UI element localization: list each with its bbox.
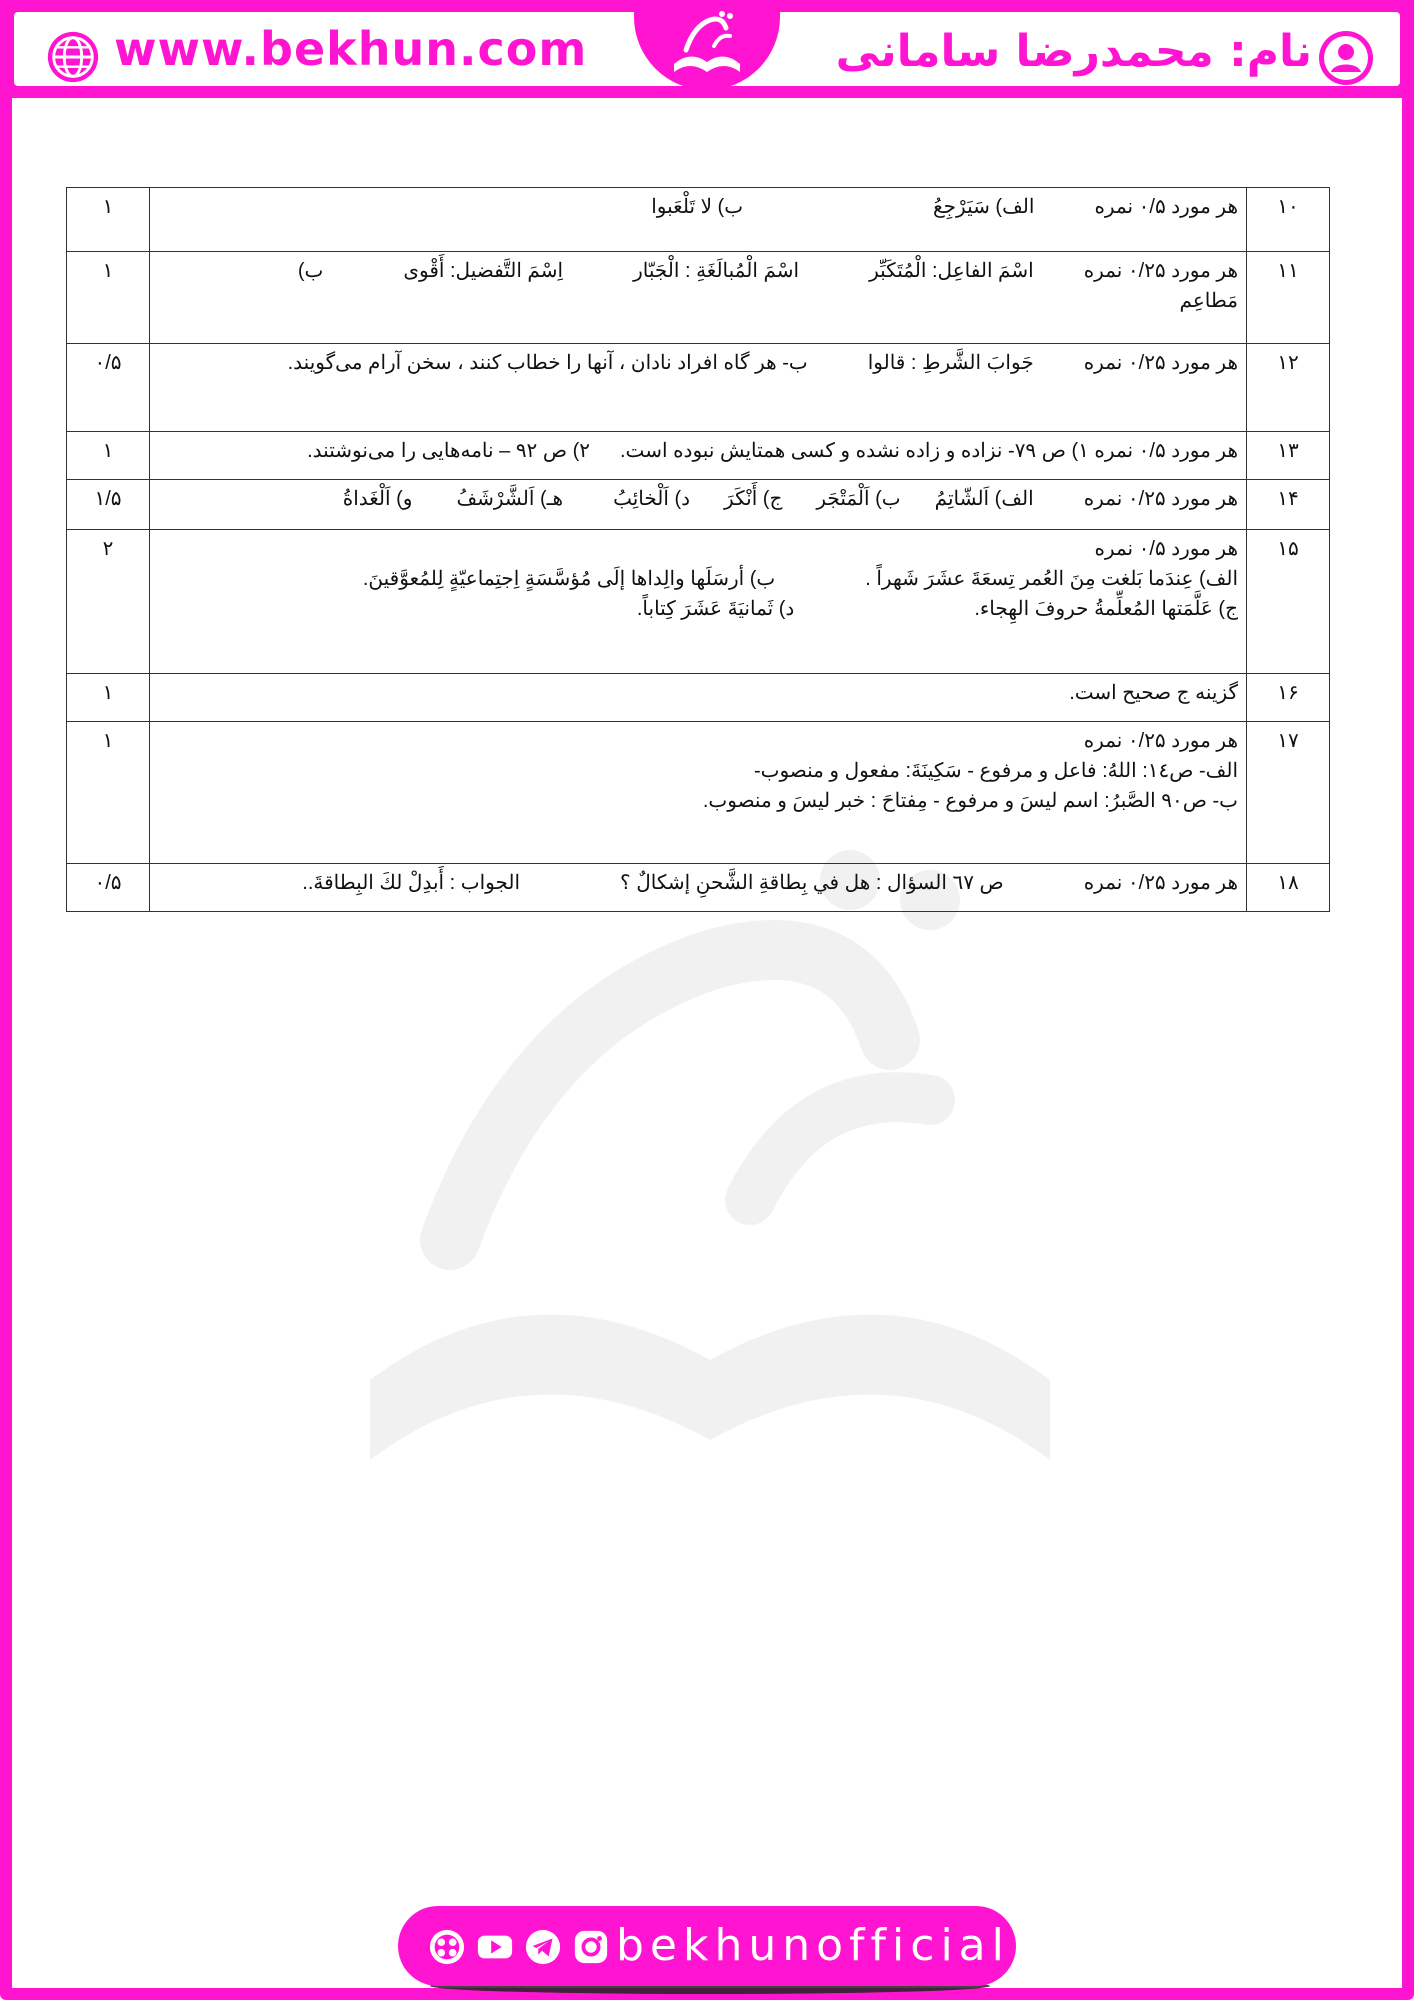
answer-segment: و) اَلْغَداةُ (342, 488, 413, 510)
answer-text (150, 344, 1247, 432)
score-cell: ۱ (67, 252, 150, 344)
answer-segment: ب- هر گاه افراد نادان ، آنها را خطاب کنند ، سخن آرام می‌گویند. (287, 352, 808, 374)
telegram-icon[interactable] (524, 1928, 562, 1966)
answer-line (158, 726, 1238, 756)
answer-line (158, 786, 1238, 816)
answer-segment: ب) أرسَلَها والِداها إلَى مُؤسَّسَةٍ اِجتِماعيّةٍ لِلمُعوَّقينَ. (362, 568, 776, 590)
instagram-icon[interactable] (572, 1928, 610, 1966)
answer-segment: ب) (297, 260, 324, 282)
answer-segment: هر مورد ۰/۵ نمره (1094, 538, 1238, 560)
user-avatar-icon (1316, 28, 1376, 88)
brand-logo-icon (664, 6, 750, 84)
answer-row (67, 722, 1330, 864)
brand-watermark (330, 820, 1090, 1600)
answer-segment: الف- ص۱٤: اللهُ: فاعل و مرفوع - سَكِينَةَ: مفعول و منصوب- (753, 760, 1238, 782)
answer-segment: د) اَلْخائِبُ (613, 488, 691, 510)
answer-text (150, 864, 1247, 912)
answer-text (150, 252, 1247, 344)
question-number: ۱۳ (1247, 432, 1330, 480)
question-number: ۱۵ (1247, 530, 1330, 674)
answer-text (150, 674, 1247, 722)
answer-segment: اسْمَ الْمُبالَغَةِ : الْجَبّار (633, 260, 800, 282)
score-cell: ۰/۵ (67, 344, 150, 432)
site-url[interactable]: www.bekhun.com (114, 22, 588, 76)
answer-row (67, 864, 1330, 912)
answer-segment: الف) سَيَرْجِعُ (933, 196, 1035, 218)
score-cell: ۱ (67, 188, 150, 252)
score-cell: ۱ (67, 674, 150, 722)
answer-segment: هر مورد ۰/۲۵ نمره (1083, 260, 1238, 282)
answer-segment: جَوابَ الشَّرطِ : قالوا (867, 352, 1034, 374)
aparat-icon[interactable] (428, 1928, 466, 1966)
answer-segment: ۲) ص ۹۲ – نامه‌هایی را می‌نوشتند. (307, 440, 590, 462)
answer-line (158, 484, 1238, 514)
answer-row (67, 480, 1330, 530)
answer-segment: الف) اَلشّاتِمُ (934, 488, 1034, 510)
question-number: ۱۸ (1247, 864, 1330, 912)
answer-segment: الف) عِندَما بَلغت مِنَ العُمر تِسعَةَ عشَرَ شَهراً . (865, 568, 1238, 590)
answer-segment: الجواب : أَبدِلْ لكَ البِطاقةَ.. (302, 872, 521, 894)
header-bar (0, 0, 1414, 98)
answer-segment: هـ) اَلشَّرْشَفُ (456, 488, 564, 510)
question-number: ۱۴ (1247, 480, 1330, 530)
answer-row (67, 530, 1330, 674)
answer-segment: اسْمَ الفاعِل: الْمُتَكَبِّر (869, 260, 1034, 282)
answer-line (158, 436, 1238, 466)
score-cell: ۱/۵ (67, 480, 150, 530)
answer-key-table (66, 187, 1330, 912)
answer-segment: ج) عَلَّمَتها المُعلِّمةُ حروفَ الهِجاء. (974, 598, 1238, 620)
score-cell: ۱ (67, 722, 150, 864)
answer-text (150, 480, 1247, 530)
question-number: ۱۷ (1247, 722, 1330, 864)
youtube-icon[interactable] (476, 1928, 514, 1966)
answer-segment: هر مورد ۰/۲۵ نمره (1083, 488, 1238, 510)
answer-text (150, 722, 1247, 864)
student-name: نام: محمدرضا سامانی (835, 26, 1312, 77)
answer-segment: ب) لا تَلْعَبوا (651, 196, 744, 218)
answer-segment: گزینه ج صحیح است. (1069, 682, 1238, 704)
question-number: ۱۶ (1247, 674, 1330, 722)
answer-segment: هر مورد ۰/۲۵ نمره (1083, 352, 1238, 374)
question-number: ۱۰ (1247, 188, 1330, 252)
answer-line (158, 868, 1238, 898)
answer-row (67, 674, 1330, 722)
score-cell: ۰/۵ (67, 864, 150, 912)
answer-segment: ص ٦۷ السؤال : هل في بِطاقةِ الشَّحنِ إشكالٌ ؟ (620, 872, 1004, 894)
answer-text (150, 530, 1247, 674)
answer-line (158, 256, 1238, 286)
answer-line (158, 678, 1238, 708)
answer-text (150, 188, 1247, 252)
answer-segment: هر مورد ۰/۲۵ نمره (1083, 872, 1238, 894)
answer-segment: هر مورد ۰/۵ نمره ۱) ص ۷۹- نزاده و زاده نشده و کسی همتایش نبوده است. (620, 440, 1238, 462)
question-number: ۱۱ (1247, 252, 1330, 344)
answer-text (150, 432, 1247, 480)
answer-line (158, 564, 1238, 594)
answer-line (158, 534, 1238, 564)
answer-segment: هر مورد ۰/۵ نمره (1094, 196, 1238, 218)
footer-social-bar (398, 1906, 1016, 1986)
answer-segment: ج) أَنْكَرَ (724, 488, 783, 510)
answer-line (158, 192, 1238, 222)
answer-segment: مَطاعِم (1179, 290, 1238, 312)
answer-line (158, 286, 1238, 316)
score-cell: ۱ (67, 432, 150, 480)
answer-segment: د) ثَمانيَةَ عَشَرَ كِتاباً. (636, 598, 795, 620)
globe-icon (44, 28, 102, 86)
social-handle[interactable]: bekhunofficial (616, 1920, 1010, 1971)
answer-row (67, 432, 1330, 480)
answer-segment: ب- ص۹۰ الصَّبرُ: اسم لیسَ و مرفوع - مِفتاحَ : خبر لیسَ و منصوب. (702, 790, 1238, 812)
answer-line (158, 594, 1238, 624)
answer-line (158, 348, 1238, 378)
answer-segment: ب) اَلْمَتْجَر (816, 488, 901, 510)
answer-row (67, 252, 1330, 344)
question-number: ۱۲ (1247, 344, 1330, 432)
answer-row (67, 188, 1330, 252)
score-cell: ۲ (67, 530, 150, 674)
answer-segment: اِسْمَ التَّفضيل: أَقْوى (403, 260, 564, 282)
answer-row (67, 344, 1330, 432)
answer-segment: هر مورد ۰/۲۵ نمره (1083, 730, 1238, 752)
answer-line (158, 756, 1238, 786)
